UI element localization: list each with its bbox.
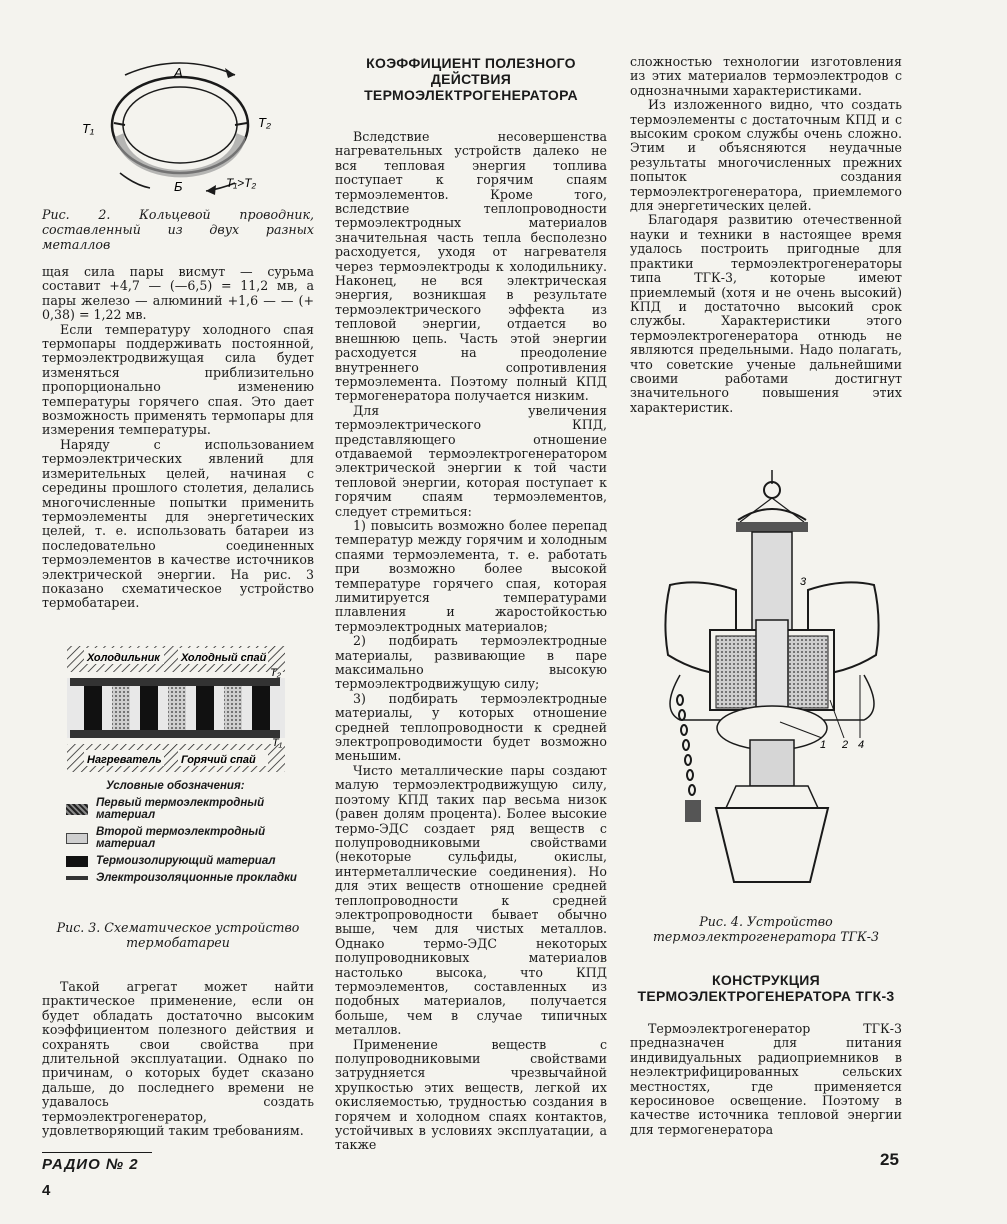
legend-label-spacers: Электроизоляционные прокладки xyxy=(96,872,297,884)
col2-paragraph-6: Чисто металлические пары создают малую термоэлектродвижущую силу, поэтому КПД таких пар весьма низок (равен долям процента). Более высокие термо-ЭДС создает ряд веществ с полупроводниковыми свойствами (некоторые сульфиды, окислы, интерметаллические соединения). Но для этих веществ отношение средней теплопроводности к средней электропроводности бывает обычно выше, чем для чистых металлов. Однако термо-ЭДС некоторых полупроводниковых материалов настолько высока, что КПД термоэлементов, составленных из подобных материалов, получается больше, чем в случае типичных металлов. xyxy=(335,762,607,1038)
column-1-text-top xyxy=(42,265,314,611)
footer-rule xyxy=(42,1152,152,1153)
col3-paragraph-2: Из изложенного видно, что создать термоэлементы с достаточным КПД и с высоким сроком службы очень сложно. Этим и объясняются неудачные результаты многочисленных прежних попыток создания термоэлектрогенератора, приемлемого для энергетических целей. xyxy=(630,97,902,214)
section-heading-construction: КОНСТРУКЦИЯ ТЕРМОЭЛЕКТРОГЕНЕРАТОРА ТГК-3 xyxy=(637,972,895,1004)
fig4-label-3: 3 xyxy=(800,576,807,588)
fig2-label-b: Б xyxy=(174,179,183,194)
legend-swatch-second xyxy=(66,833,88,844)
fig4-label-2: 2 xyxy=(842,739,849,751)
figure-3-legend xyxy=(66,780,306,889)
col1-paragraph-2: Если температуру холодного спая термопары поддерживать постоянной, термоэлектродвижущая сила будет изменяться приблизительно пропорционально изменению температуры горячего спая. Это дает возможность применять термопары для измерения температуры. xyxy=(42,321,314,438)
issue-corner-number: 4 xyxy=(42,1182,51,1199)
figure-2-ring-conductor xyxy=(70,55,290,205)
col1-paragraph-4: Такой агрегат может найти практическое применение, если он будет обладать достаточно высоким коэффициентом полезного действия и сохранять свои свойства при длительной эксплуатации. Однако по причинам, о которых будет сказано дальше, до последнего времени не удавалось создать термоэлектрогенератор, удовлетворяющий таким требованиям. xyxy=(42,979,314,1139)
figure-4-tgk3-device xyxy=(640,470,900,900)
fig2-label-condition: T₁>T₂ xyxy=(226,176,257,190)
page-number: 25 xyxy=(880,1150,899,1169)
fig4-label-1: 1 xyxy=(820,739,827,751)
fig4-label-4: 4 xyxy=(858,739,865,751)
legend-title: Условные обозначения: xyxy=(106,780,245,792)
fig2-label-a: A xyxy=(174,65,183,80)
col3-paragraph-3: Благодаря развитию отечественной науки и техники в настоящее время удалось построить пригодные для практики термоэлектрогенераторы типа ТГК-3, которые имеют приемлемый (хотя и не очень высокий) КПД и достаточно высокий срок службы. Характеристики этого термоэлектрогенератора отнюдь не являются предельными. Надо полагать, что советские ученые дальнейшими своими работами достигнут значительного повышения этих характеристик. xyxy=(630,212,902,415)
col2-paragraph-7: Применение веществ с полупроводниковыми свойствами затрудняется чрезвычайной хрупкостью этих веществ, легкой их окисляемостью, трудностью создания в горячем и холодном спаях контактов, устойчивых в условиях эксплуатации, а также xyxy=(335,1036,607,1153)
legend-swatch-insulation xyxy=(66,856,88,867)
column-2-text xyxy=(335,130,607,1153)
col3-paragraph-1: сложностью технологии изготовления из этих материалов термоэлектродов с однозначными характеристиками. xyxy=(630,54,902,98)
section-heading-efficiency: КОЭФФИЦИЕНТ ПОЛЕЗНОГО ДЕЙСТВИЯ ТЕРМОЭЛЕКТРОГЕНЕРАТОРА xyxy=(364,55,578,103)
fig2-label-t2: T₂ xyxy=(258,115,271,130)
legend-swatch-spacers xyxy=(66,876,88,880)
fig3-label-t2: T₂ xyxy=(270,667,281,679)
column-3-text-bottom xyxy=(630,1022,902,1137)
fig3-label-cold-junction: Холодный спай xyxy=(181,652,267,664)
col2-paragraph-3: 1) повысить возможно более перепад температур между горячим и холодным спаями термоэлемента, т. е. работать при возможно более высокой температуре горячего спая, которая лимитируется температурами плавления и жаростойкостью термоэлектродных материалов; xyxy=(335,517,607,634)
fig3-label-heater: Нагреватель xyxy=(87,754,162,766)
figure-3-caption: Рис. 3. Схематическое устройство термобатареи xyxy=(56,920,300,950)
column-3-text-top xyxy=(630,55,902,415)
col1-paragraph-1: щая сила пары висмут — сурьма составит +4,7 — (—6,5) = 11,2 мв, а пары железо — алюминий +1,6 — — (+ 0,38) = 1,22 мв. xyxy=(42,264,314,323)
legend-item-second-material xyxy=(66,826,306,850)
fig3-label-t1: T₁ xyxy=(272,737,283,749)
figure-2-caption: Рис. 2. Кольцевой проводник, составленный из двух разных металлов xyxy=(42,207,314,252)
col2-paragraph-1: Вследствие несовершенства нагревательных устройств далеко не вся тепловая энергия топлива поступает к горячим спаям термоэлементов. Кроме того, вследствие теплопроводности термоэлектродных материалов значительная часть тепла бесполезно расходуется, уходя от нагревателя через термоэлектроды к холодильнику. Наконец, не вся электрическая энергия, возникшая в результате термоэлектрического эффекта из тепловой энергии, отдается во внешнюю цепь. Часть этой энергии расходуется на преодоление внутреннего сопротивления термоэлемента. Поэтому полный КПД термогенератора получается низким. xyxy=(335,129,607,404)
col2-paragraph-4: 2) подбирать термоэлектродные материалы, развивающие в паре максимально высокую термоэлектродвижущую силу; xyxy=(335,633,607,692)
legend-swatch-first xyxy=(66,804,88,815)
legend-item-first-material xyxy=(66,797,306,821)
fig3-label-hot-junction: Горячий спай xyxy=(181,754,256,766)
fig2-label-t1: T₁ xyxy=(82,121,95,136)
col2-paragraph-2: Для увеличения термоэлектрического КПД, представляющего отношение отдаваемой термоэлектрогенератором электрической энергии к той части тепловой энергии, которая поступает к горячим спаям термоэлементов, следует стремиться: xyxy=(335,402,607,519)
figure-4-caption: Рис. 4. Устройство термоэлектрогенератора ТГК-3 xyxy=(652,914,880,944)
column-1-text-bottom xyxy=(42,980,314,1138)
col2-paragraph-5: 3) подбирать термоэлектродные материалы, у которых отношение средней теплопроводности к средней электропроводимости будет возможно меньшим. xyxy=(335,690,607,764)
journal-title: РАДИО № 2 xyxy=(42,1156,139,1173)
legend-label-insulation: Термоизолирующий материал xyxy=(96,855,276,867)
figure-3-thermobattery xyxy=(62,638,302,788)
col3-paragraph-4: Термоэлектрогенератор ТГК-3 предназначен для питания индивидуальных радиоприемников в неэлектрифицированных сельских местностях, где применяется керосиновое освещение. Поэтому в качестве источника тепловой энергии для термогенератора xyxy=(630,1021,902,1137)
fig3-label-cold-side: Холодильник xyxy=(87,652,160,664)
legend-item-electrical-spacers xyxy=(66,872,306,884)
legend-label-second: Второй термоэлектродный материал xyxy=(96,826,266,850)
col1-paragraph-3: Наряду с использованием термоэлектрических явлений для измерительных целей, начиная с середины прошлого столетия, делались многочисленные попытки применить термоэлементы для энергетических целей, т. е. использовать батареи из последовательно соединенных термоэлементов в качестве источников электрической энергии. На рис. 3 показано схематическое устройство термобатареи. xyxy=(42,436,314,611)
legend-label-first: Первый термоэлектродный материал xyxy=(96,797,265,821)
legend-item-thermal-insulation xyxy=(66,855,306,867)
